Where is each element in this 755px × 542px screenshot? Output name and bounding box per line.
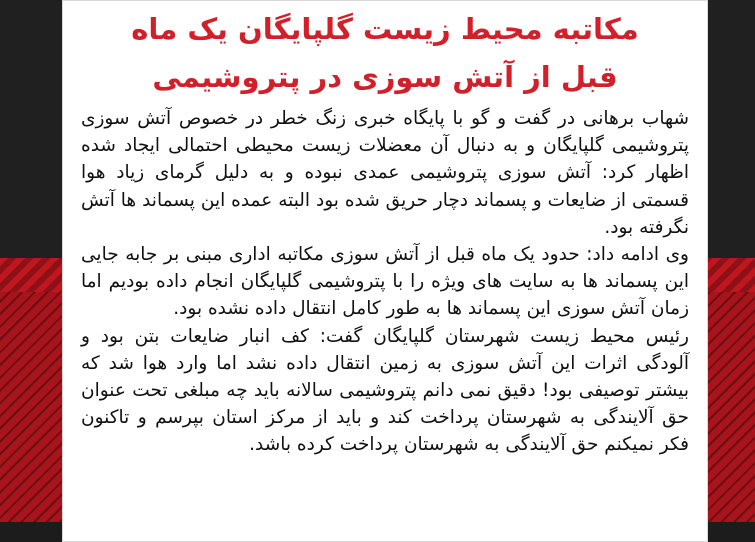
article-paragraph: شهاب برهانی در گفت و گو با پایگاه خبری زنگ خطر در خصوص آتش سوزی پتروشیمی گلپایگان و به دنبال آن معضلات زیست محیطی احتمالی ایجاد شده اظهار کرد: آتش سوزی پتروشیمی عمدی نبوده و به دلیل گرمای زیاد هوا قسمتی از ضایعات و پسماند دچار حریق شده بود البته عمده این پسماند ها آتش نگرفته بود. bbox=[81, 108, 689, 238]
article-paragraph: رئیس محیط زیست شهرستان گلپایگان گفت: کف انبار ضایعات بتن بود و آلودگی اثرات این آتش سوزی به زمین انتقال داده نشد اما وارد هوا شد که بیشتر توصیفی بود! دقیق نمی دانم پتروشیمی سالانه باید چه مبلغی تحت عنوان حق آلایندگی به شهرستان پرداخت کند و باید از مرکز استان بپرسم و تاکنون فکر نمیکنم حق آلایندگی به شهرستان پرداخت کرده باشد. bbox=[81, 325, 689, 456]
article-card bbox=[62, 0, 708, 542]
article-body bbox=[63, 101, 707, 459]
article-title bbox=[63, 1, 707, 101]
title-line-2: قبل از آتش سوزی در پتروشیمی bbox=[152, 60, 618, 94]
article-paragraph: وی ادامه داد: حدود یک ماه قبل از آتش سوزی مکاتبه اداری مبنی بر جابه جایی این پسماند ها به سایت های ویژه را با پتروشیمی گلپایگان انجام داده بودیم اما زمان آتش سوزی این پسماند ها به طور کامل انتقال داده نشده بود. bbox=[81, 244, 689, 320]
title-line-1: مکاتبه محیط زیست گلپایگان یک ماه bbox=[131, 12, 639, 46]
